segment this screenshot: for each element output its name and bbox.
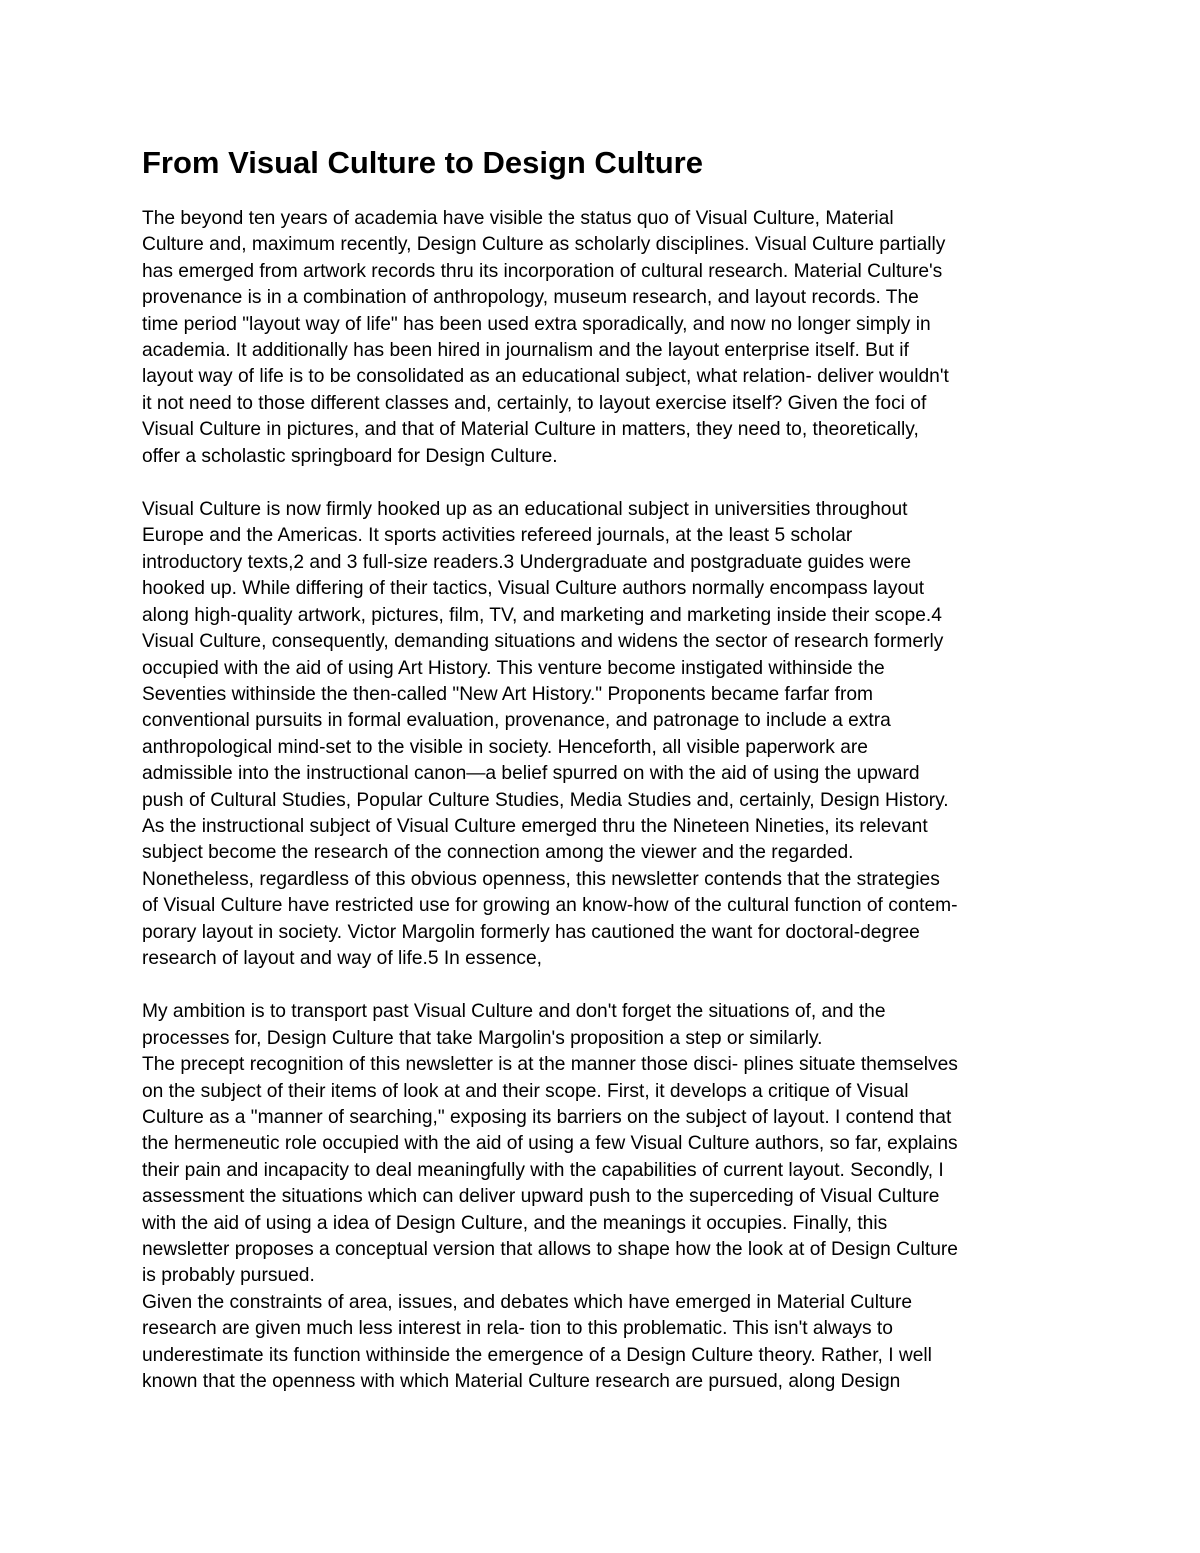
text-line: Visual Culture is now firmly hooked up as an educational subject in universities throughout bbox=[142, 499, 908, 521]
text-line: anthropological mind-set to the visible in society. Henceforth, all visible paperwork are bbox=[142, 736, 868, 758]
text-line: research are given much less interest in rela- tion to this problematic. This isn't always to bbox=[142, 1318, 893, 1340]
text-line: Seventies withinside the then-called "New Art History." Proponents became farfar from bbox=[142, 683, 873, 705]
text-line: offer a scholastic springboard for Design Culture. bbox=[142, 445, 558, 467]
text-line: The beyond ten years of academia have visible the status quo of Visual Culture, Material bbox=[142, 208, 894, 229]
text-line: Europe and the Americas. It sports activities refereed journals, at the least 5 scholar bbox=[142, 525, 853, 547]
text-line: subject become the research of the connection among the viewer and the regarded. bbox=[142, 842, 854, 864]
text-line: is probably pursued. bbox=[142, 1265, 315, 1287]
text-line: push of Cultural Studies, Popular Culture Studies, Media Studies and, certainly, Design History. bbox=[142, 789, 949, 811]
text-line: Culture as a "manner of searching," exposing its barriers on the subject of layout. I contend that bbox=[142, 1107, 952, 1128]
text-line: Nonetheless, regardless of this obvious openness, this newsletter contends that the strategies bbox=[142, 868, 940, 890]
text-line: along high-quality artwork, pictures, film, TV, and marketing and marketing inside their scope.4 bbox=[142, 604, 942, 626]
text-line: on the subject of their items of look at and their scope. First, it develops a critique of Visual bbox=[142, 1080, 909, 1102]
text-line: assessment the situations which can deliver upward push to the superceding of Visual Culture bbox=[142, 1186, 940, 1208]
text-line: with the aid of using a idea of Design Culture, and the meanings it occupies. Finally, this bbox=[142, 1212, 888, 1234]
text-line: As the instructional subject of Visual Culture emerged thru the Nineteen Nineties, its relevant bbox=[142, 815, 928, 837]
document-body bbox=[142, 140, 1072, 1422]
text-line: has emerged from artwork records thru its incorporation of cultural research. Material Culture's bbox=[142, 260, 943, 282]
document-title: From Visual Culture to Design Culture bbox=[142, 145, 703, 180]
text-line: known that the openness with which Material Culture research are pursued, along Design bbox=[142, 1371, 901, 1393]
text-line: My ambition is to transport past Visual Culture and don't forget the situations of, and the bbox=[142, 1001, 886, 1023]
text-line: Culture and, maximum recently, Design Culture as scholarly disciplines. Visual Culture partially bbox=[142, 234, 946, 256]
text-line: Given the constraints of area, issues, and debates which have emerged in Material Culture bbox=[142, 1291, 913, 1313]
text-line: it not need to those different classes and, certainly, to layout exercise itself? Given the foci of bbox=[142, 392, 927, 414]
text-line: Visual Culture, consequently, demanding situations and widens the sector of research formerly bbox=[142, 631, 944, 653]
text-line: time period "layout way of life" has been used extra sporadically, and now no longer simply in bbox=[142, 313, 931, 335]
text-line: processes for, Design Culture that take Margolin's proposition a step or similarly. bbox=[142, 1027, 823, 1049]
text-line: academia. It additionally has been hired in journalism and the layout enterprise itself. But if bbox=[142, 340, 909, 362]
text-line: The precept recognition of this newsletter is at the manner those disci- plines situate themselves bbox=[142, 1054, 958, 1076]
text-line: occupied with the aid of using Art History. This venture become instigated withinside the bbox=[142, 657, 885, 679]
text-line: underestimate its function withinside the emergence of a Design Culture theory. Rather, I well bbox=[142, 1344, 932, 1366]
text-line: admissible into the instructional canon—a belief spurred on with the aid of using the upward bbox=[142, 763, 920, 785]
text-line: hooked up. While differing of their tactics, Visual Culture authors normally encompass layout bbox=[142, 578, 925, 600]
text-line: newsletter proposes a conceptual version that allows to shape how the look at of Design Culture bbox=[142, 1239, 958, 1261]
text-line: conventional pursuits in formal evaluation, provenance, and patronage to include a extra bbox=[142, 710, 891, 732]
paragraph-2 bbox=[142, 497, 1072, 972]
paragraph-1 bbox=[142, 206, 1072, 470]
paragraph-3 bbox=[142, 999, 1072, 1395]
text-line: layout way of life is to be consolidated as an educational subject, what relation- deliver wouldn't bbox=[142, 366, 949, 388]
text-line: provenance is in a combination of anthropology, museum research, and layout records. The bbox=[142, 287, 919, 309]
text-line: porary layout in society. Victor Margolin formerly has cautioned the want for doctoral-degree bbox=[142, 921, 920, 943]
text-line: of Visual Culture have restricted use for growing an know-how of the cultural function of contem- bbox=[142, 895, 958, 917]
text-line: research of layout and way of life.5 In essence, bbox=[142, 947, 542, 969]
text-line: their pain and incapacity to deal meaningfully with the capabilities of current layout. Secondly, I bbox=[142, 1159, 944, 1181]
text-line: introductory texts,2 and 3 full-size readers.3 Undergraduate and postgraduate guides were bbox=[142, 551, 912, 573]
text-line: the hermeneutic role occupied with the aid of using a few Visual Culture authors, so far, explains bbox=[142, 1133, 958, 1155]
text-line: Visual Culture in pictures, and that of Material Culture in matters, they need to, theoretically, bbox=[142, 419, 919, 441]
